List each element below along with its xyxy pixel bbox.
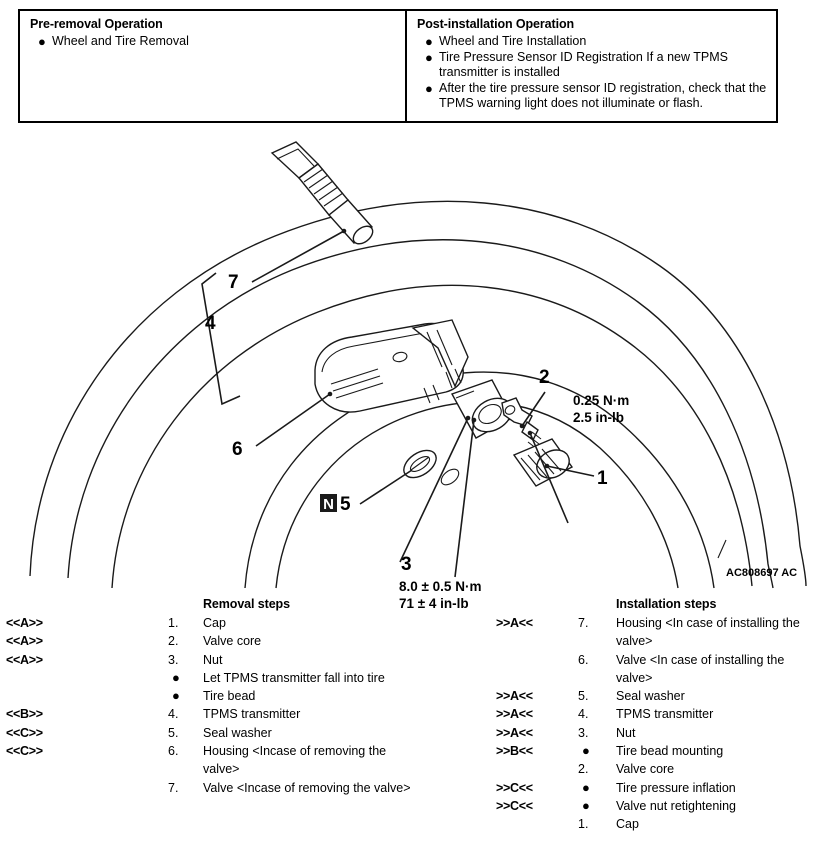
step-number: 7. <box>168 780 179 795</box>
pre-removal-operation-list <box>30 34 397 50</box>
step-row <box>0 742 420 779</box>
step-row <box>0 651 420 669</box>
torque-spec-valve-core <box>573 393 629 425</box>
step-row <box>0 779 420 797</box>
step-marker: >>C<< <box>496 798 533 813</box>
post-install-item-text: After the tire pressure sensor ID registration, check that the TPMS warning light does not illuminate or flash. <box>439 80 767 110</box>
step-text: Valve nut retightening <box>616 798 736 813</box>
step-marker: <<C>> <box>6 725 43 740</box>
tpms-transmitter-part <box>315 320 468 412</box>
step-marker: <<C>> <box>6 744 43 759</box>
step-row <box>490 797 830 815</box>
callout-7: 7 <box>228 272 239 293</box>
step-marker: >>A<< <box>496 616 533 630</box>
step-number: 5. <box>168 725 179 740</box>
step-text: Valve core <box>203 634 262 649</box>
step-row <box>490 760 830 778</box>
reference-code: AC808697 AC <box>726 567 798 579</box>
callout-1: 1 <box>597 468 608 489</box>
operations-table <box>18 9 778 123</box>
step-number: 3. <box>168 652 179 667</box>
tpms-exploded-view-illustration <box>0 126 830 591</box>
post-installation-operation-list <box>417 34 768 112</box>
step-bullet-icon: ● <box>172 688 180 704</box>
step-row <box>490 651 830 688</box>
removal-steps-heading: Removal steps <box>203 597 290 611</box>
step-row <box>490 742 830 760</box>
post-installation-operation-cell <box>407 11 776 121</box>
step-marker: >>B<< <box>496 744 533 759</box>
step-text: Valve core <box>616 762 675 777</box>
step-bullet-icon: ● <box>582 743 590 759</box>
step-text: Nut <box>203 652 223 667</box>
step-marker: >>C<< <box>496 780 533 795</box>
removal-steps-rows <box>0 614 420 797</box>
step-bullet-icon: ● <box>582 779 590 795</box>
post-install-item-text: Tire Pressure Sensor ID Registration If a new TPMS transmitter is installed <box>439 49 728 79</box>
step-text: Housing <Incase of removing the valve> <box>203 744 387 777</box>
step-number: 5. <box>578 689 589 704</box>
pre-removal-item-text: Wheel and Tire Removal <box>52 34 189 48</box>
step-number: 4. <box>578 707 589 722</box>
step-text: Cap <box>616 817 639 832</box>
bullet-icon: ● <box>38 34 46 49</box>
list-item <box>417 34 768 50</box>
step-number: 1. <box>578 817 589 832</box>
step-number: 1. <box>168 616 179 630</box>
bullet-icon: ● <box>425 34 433 49</box>
pre-removal-operation-title: Pre-removal Operation <box>30 17 163 31</box>
installation-steps-heading: Installation steps <box>616 597 717 611</box>
step-row <box>0 669 420 687</box>
list-item <box>417 50 768 81</box>
installation-steps-rows <box>490 614 830 834</box>
bullet-icon: ● <box>425 49 433 65</box>
step-text: TPMS transmitter <box>203 707 301 722</box>
step-marker: >>A<< <box>496 707 533 722</box>
step-row <box>490 815 830 833</box>
step-row <box>0 705 420 723</box>
step-number: 2. <box>578 762 589 777</box>
step-number: 3. <box>578 725 589 740</box>
post-installation-operation-title: Post-installation Operation <box>417 17 575 31</box>
step-text: Tire bead mounting <box>616 744 724 759</box>
step-row <box>0 724 420 742</box>
step-bullet-icon: ● <box>582 797 590 813</box>
step-text: Valve <Incase of removing the valve> <box>203 780 411 795</box>
callout-2: 2 <box>539 367 550 388</box>
torque-metric-1: 0.25 N·m <box>573 393 630 408</box>
nut-marker-n5 <box>320 494 351 515</box>
callout-3: 3 <box>401 554 412 575</box>
step-number: 7. <box>578 616 589 630</box>
step-number: 2. <box>168 634 179 649</box>
torque-imperial-nut: 71 ± 4 in-lb <box>399 596 469 611</box>
step-number: 6. <box>168 744 179 759</box>
step-text: Cap <box>203 616 226 630</box>
step-text: Tire pressure inflation <box>616 780 736 795</box>
step-row <box>490 687 830 705</box>
callout-6: 6 <box>232 439 243 460</box>
step-number: 6. <box>578 652 589 667</box>
list-item <box>417 81 768 112</box>
step-text: Housing <In case of installing the valve> <box>616 616 800 649</box>
step-text: Seal washer <box>203 725 272 740</box>
step-row <box>490 614 830 651</box>
callout-numbers <box>205 272 608 575</box>
step-row <box>490 779 830 797</box>
step-text: Let TPMS transmitter fall into tire <box>203 670 385 685</box>
step-text: TPMS transmitter <box>616 707 714 722</box>
step-number: 4. <box>168 707 179 722</box>
step-marker: <<A>> <box>6 616 43 630</box>
bullet-icon: ● <box>425 80 433 96</box>
torque-imperial-1: 2.5 in-lb <box>573 410 625 425</box>
step-row <box>490 705 830 723</box>
step-marker: >>A<< <box>496 689 533 704</box>
pre-removal-operation-cell <box>20 11 407 121</box>
post-install-item-text: Wheel and Tire Installation <box>439 34 587 48</box>
step-marker: <<A>> <box>6 652 43 667</box>
steps-section <box>0 596 830 849</box>
step-row <box>0 687 420 705</box>
step-marker: >>A<< <box>496 725 533 740</box>
step-marker: <<A>> <box>6 634 43 649</box>
torque-metric-nut: 8.0 ± 0.5 N·m <box>399 579 482 594</box>
callout-4: 4 <box>205 313 216 334</box>
list-item <box>30 34 397 50</box>
step-row <box>490 724 830 742</box>
step-row <box>0 632 420 650</box>
valve-cap-part <box>514 439 574 486</box>
step-text: Valve <In case of installing the valve> <box>616 652 785 685</box>
step-text: Nut <box>616 725 636 740</box>
step-marker: <<B>> <box>6 707 43 722</box>
callout-5: 5 <box>340 494 351 515</box>
n-marker-letter: N <box>323 496 334 513</box>
step-text: Tire bead <box>203 689 256 704</box>
step-row <box>0 614 420 632</box>
step-bullet-icon: ● <box>172 669 180 685</box>
step-text: Seal washer <box>616 689 685 704</box>
